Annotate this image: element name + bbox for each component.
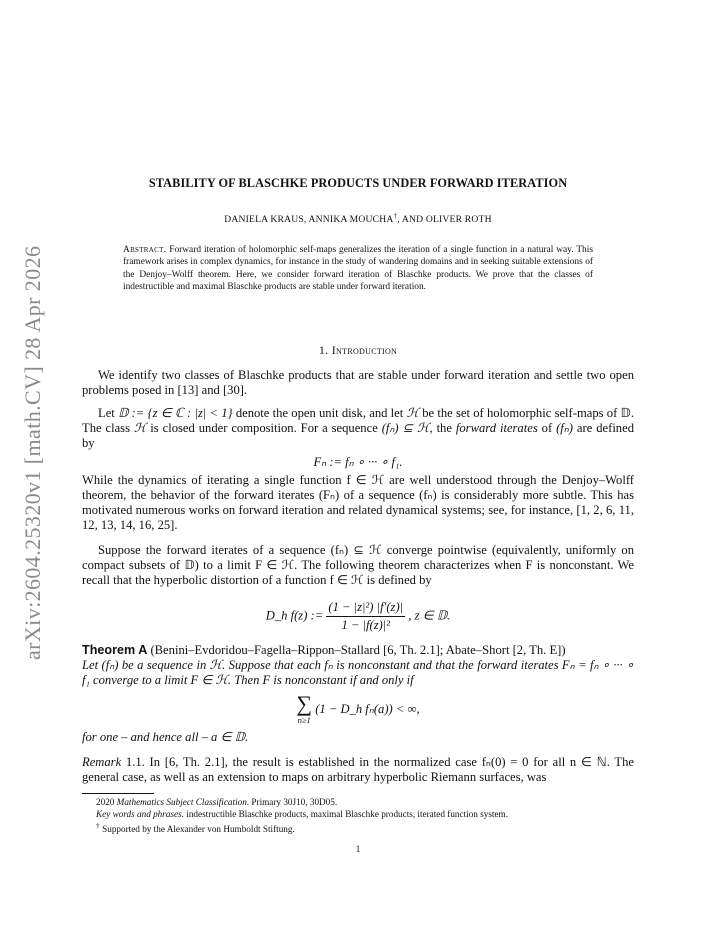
intro-paragraph-3: While the dynamics of iterating a single function f ∈ ℋ are well understood through the Denjoy–Wolff theorem, the behavior of the forward iterates (Fₙ) of a sequence (fₙ) is considerably more subtle. This has motivated numerous works on forward iteration and related dynamical systems; see, for instance, [1, 2, 6, 11, 12, 13, 14, 16, 25].	[82, 473, 634, 533]
theorem-a	[82, 643, 634, 688]
equation-hyperbolic-distortion	[82, 600, 634, 633]
keywords-value: indestructible Blaschke products, maximal Blaschke products, iterated function system.	[183, 808, 509, 819]
eq3-summation	[296, 691, 313, 726]
author-footnote-mark: †	[393, 212, 398, 220]
theorem-body: Let (fₙ) be a sequence in ℋ. Suppose that each fₙ is nonconstant and that the forward iterates Fₙ = fₙ ∘ ··· ∘ f₁ converge to a limit F ∈ ℋ. Then F is nonconstant if and only if	[82, 658, 634, 688]
eq3-limit: n≥1	[297, 715, 311, 726]
p2-fn: (fₙ)	[556, 421, 573, 436]
authors-text: DANIELA KRAUS, ANNIKA MOUCHA	[224, 214, 394, 226]
theorem-head: Theorem A	[82, 643, 148, 658]
remark-text: In [6, Th. 2.1], the result is established in the normalized case fₙ(0) = 0 for all n ∈ ℕ. The general case, as well as an extension to maps on arbitrary hyperbolic Riemann surfaces, was	[82, 755, 634, 785]
arxiv-identifier-stamp: arXiv:2604.25320v1 [math.CV] 28 Apr 2026	[20, 245, 45, 660]
paper-title: STABILITY OF BLASCHKE PRODUCTS UNDER FORWARD ITERATION	[148, 176, 568, 190]
p2-c: be the set of holomorphic self-maps of	[418, 406, 621, 421]
intro-paragraph-1: We identify two classes of Blaschke products that are stable under forward iteration and settle two open problems posed in [13] and [30].	[82, 368, 634, 398]
section-number: 1.	[318, 343, 329, 358]
theorem-tail: for one – and hence all – a ∈ 𝔻.	[82, 730, 249, 745]
author-list	[82, 209, 634, 227]
p2-D: 𝔻	[620, 406, 631, 421]
abstract-text: Forward iteration of holomorphic self-maps generalizes the iteration of a single function in a natural way. This framework arises in complex dynamics, for instance in the study of wandering domains and in seeking suitable extensions of the Denjoy–Wolff theorem. Here, we consider forward iteration of Blaschke products. We prove that the classes of indestructible and maximal Blaschke products are stable under forward iteration.	[123, 245, 594, 293]
paper-page	[82, 170, 634, 857]
abstract-label: Abstract.	[123, 245, 167, 256]
p2-H2: ℋ	[133, 421, 147, 436]
footnote-keywords	[96, 809, 634, 821]
p2-disk-def: 𝔻 := {z ∈ ℂ : |z| < 1}	[118, 406, 233, 421]
p2-emph: forward iterates	[455, 421, 538, 436]
p2-e: is closed under composition. For a sequence	[146, 421, 382, 436]
remark-number: 1.1.	[121, 755, 145, 770]
equation-sum-condition	[82, 691, 634, 726]
support-mark: †	[96, 821, 100, 831]
theorem-attribution: (Benini–Evdoridou–Fagella–Rippon–Stallard [6, Th. 2.1]; Abate–Short [2, Th. E])	[147, 643, 566, 658]
p2-d: . The class	[82, 406, 634, 436]
eq2-lhs: D_h f(z) :=	[265, 608, 324, 623]
footnote-divider	[82, 793, 154, 794]
remark-head: Remark	[82, 755, 122, 770]
p2-f: , the	[429, 421, 456, 436]
eq2-denominator: 1 − |f(z)|²	[341, 618, 391, 633]
p2-h: are defined by	[82, 421, 634, 451]
p2-seq: (fₙ) ⊆ ℋ	[381, 421, 430, 436]
p2-H: ℋ	[406, 406, 419, 421]
section-title: Introduction	[331, 343, 398, 358]
equation-forward-iterates: Fₙ := fₙ ∘ ··· ∘ f₁.	[313, 455, 403, 470]
msc-label: Mathematics Subject Classification.	[116, 797, 250, 808]
support-text: Supported by the Alexander von Humboldt Stiftung.	[99, 824, 295, 835]
eq2-fraction	[326, 600, 405, 633]
footnote-msc	[96, 797, 634, 809]
intro-paragraph-2	[82, 406, 634, 451]
eq2-numerator: (1 − |z|²) |f′(z)|	[326, 600, 405, 617]
msc-year: 2020	[96, 797, 117, 808]
eq2-tail: , z ∈ 𝔻.	[408, 608, 451, 623]
abstract	[123, 244, 593, 293]
remark-1-1	[82, 755, 634, 785]
p2-a: Let	[98, 406, 119, 421]
authors-tail: , AND OLIVER ROTH	[397, 214, 492, 226]
page-number: 1	[355, 843, 361, 855]
keywords-label: Key words and phrases.	[96, 808, 184, 819]
intro-paragraph-4: Suppose the forward iterates of a sequence (fₙ) ⊆ ℋ converge pointwise (equivalently, uniformly on compact subsets of 𝔻) to a limit F ∈ ℋ. The following theorem characterizes when F is nonconstant. We recall that the hyperbolic distortion of a function f ∈ ℋ is defined by	[82, 543, 634, 588]
p2-g: of	[537, 421, 557, 436]
msc-value: Primary 30J10, 30D05.	[249, 797, 338, 808]
eq3-sigma: ∑	[296, 691, 313, 717]
eq3-body: (1 − D_h fₙ(a)) < ∞,	[315, 702, 420, 717]
footnote-support	[96, 820, 634, 836]
footnotes	[82, 797, 634, 836]
section-heading	[82, 343, 634, 358]
p2-b: denote the open unit disk, and let	[232, 406, 407, 421]
